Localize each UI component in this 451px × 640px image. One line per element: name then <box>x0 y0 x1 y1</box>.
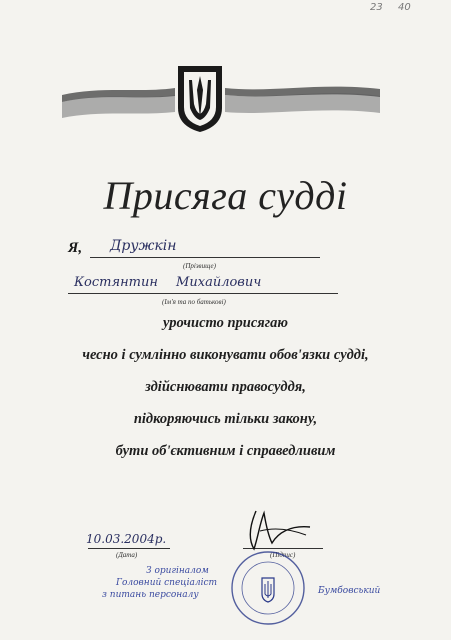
trident-emblem-icon <box>178 66 222 132</box>
oath-line-5: бути об'єктивним і справедливим <box>115 443 336 459</box>
date-handwritten: 10.03.2004р. <box>86 532 167 546</box>
date-underline <box>88 548 170 549</box>
certification-line-1: З оригіналом <box>146 566 209 576</box>
certification-line-3: з питань персоналу <box>102 590 199 600</box>
page-number-mark: 23 <box>370 2 383 13</box>
certification-line-2: Головний спеціаліст <box>116 578 218 588</box>
name-underline <box>68 293 338 294</box>
signature-caption: (Підпис) <box>270 551 296 559</box>
date-caption: (Дата) <box>116 551 138 559</box>
pronoun-label: Я, <box>68 240 83 256</box>
oath-line-2: чесно і сумлінно виконувати обов'язки судді, <box>82 347 369 363</box>
certification-note <box>102 565 217 601</box>
page-number-mark-2: 40 <box>398 2 411 13</box>
oath-line-4: підкоряючись тільки закону, <box>133 411 318 427</box>
document-title: Присяга судді <box>103 173 348 218</box>
oath-line-3: здійснювати правосуддя, <box>145 379 306 395</box>
state-emblem-header <box>0 0 451 140</box>
oath-line-1: урочисто присягаю <box>163 315 288 331</box>
name-handwritten: Костянтин Михайлович <box>74 275 262 290</box>
surname-underline <box>90 257 320 258</box>
certifier-surname: Бумбовський <box>318 586 381 596</box>
surname-caption: (Прізвище) <box>183 262 216 270</box>
surname-handwritten: Дружкін <box>110 238 177 254</box>
name-caption: (Ім'я та по батькові) <box>162 298 226 306</box>
official-stamp-icon <box>228 548 308 628</box>
